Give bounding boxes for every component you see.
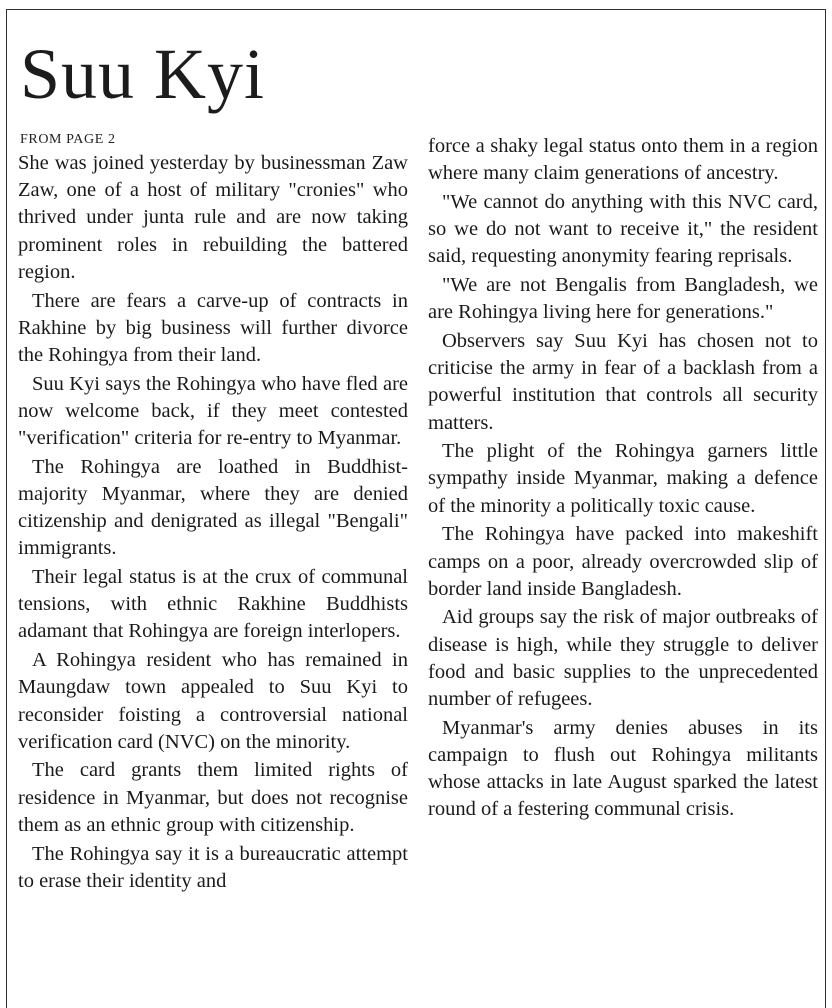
left-column: [18, 133, 408, 895]
paragraph: Observers say Suu Kyi has chosen not to criticise the army in fear of a backlash from a powerful institution that controls all security matters.: [428, 329, 818, 434]
paragraph: Myanmar's army denies abuses in its campaign to flush out Rohingya militants whose attacks in late August sparked the latest round of a festering communal crisis.: [428, 716, 818, 821]
paragraph: Their legal status is at the crux of communal tensions, with ethnic Rakhine Buddhists adamant that Rohingya are foreign interlopers.: [18, 566, 408, 643]
paragraph: The plight of the Rohingya garners little sympathy inside Myanmar, making a defence of the minority a politically toxic cause.: [428, 440, 818, 517]
right-border-rule: [825, 9, 826, 1008]
paragraph: The Rohingya say it is a bureaucratic attempt to erase their identity and: [18, 842, 408, 892]
paragraph: force a shaky legal status onto them in a region where many claim generations of ancestry.: [428, 135, 818, 185]
paragraph: There are fears a carve-up of contracts in Rakhine by big business will further divorce the Rohingya from their land.: [18, 289, 408, 366]
paragraph: Aid groups say the risk of major outbreaks of disease is high, while they struggle to deliver food and basic supplies to the unprecedented number of refugees.: [428, 606, 818, 711]
paragraph: The card grants them limited rights of residence in Myanmar, but does not recognise them as an ethnic group with citizenship.: [18, 759, 408, 836]
paragraph: "We cannot do anything with this NVC card, so we do not want to receive it," the resident said, requesting anonymity fearing reprisals.: [428, 190, 818, 268]
paragraph: A Rohingya resident who has remained in Maungdaw town appealed to Suu Kyi to reconsider foisting a controversial national verification card (NVC) on the minority.: [18, 649, 408, 753]
top-border-rule: [6, 9, 826, 10]
paragraph: "We are not Bengalis from Bangladesh, we are Rohingya living here for generations.": [428, 274, 818, 324]
paragraph: She was joined yesterday by businessman Zaw Zaw, one of a host of military "cronies" who thrived under junta rule and are now taking prominent roles in rebuilding the battered region.: [18, 152, 408, 283]
article-body: [18, 133, 818, 895]
paragraph: The Rohingya have packed into makeshift camps on a poor, already overcrowded slip of border land inside Bangladesh.: [428, 523, 818, 600]
left-border-rule: [6, 9, 7, 1008]
paragraph: The Rohingya are loathed in Buddhist-majority Myanmar, where they are denied citizenship and denigrated as illegal "Bengali" immigrants.: [18, 455, 408, 560]
continuation-label: FROM PAGE 2: [20, 132, 116, 147]
paragraph: Suu Kyi says the Rohingya who have fled are now welcome back, if they meet contested "verification" criteria for re-entry to Myanmar.: [18, 372, 408, 450]
right-column: [428, 133, 818, 895]
headline: Suu Kyi: [20, 34, 266, 114]
